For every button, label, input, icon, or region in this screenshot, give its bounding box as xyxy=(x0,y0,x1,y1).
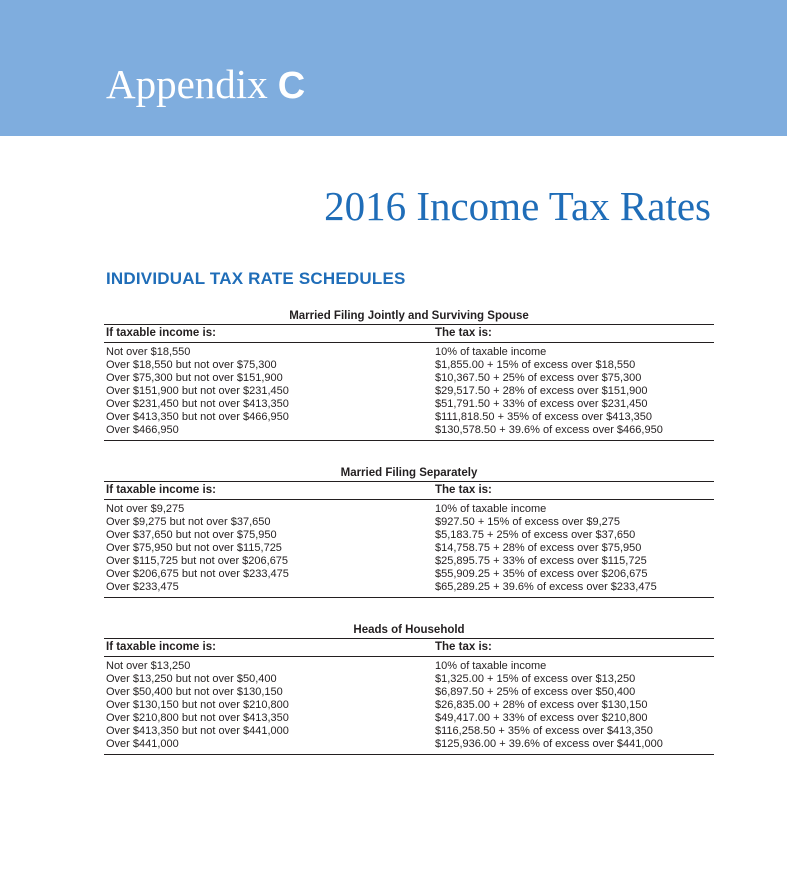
income-cell: Over $37,650 but not over $75,950 xyxy=(106,529,277,541)
tax-cell: 10% of taxable income xyxy=(435,346,547,358)
tax-cell: $1,855.00 + 15% of excess over $18,550 xyxy=(435,359,636,371)
table-row xyxy=(104,424,714,437)
table-row xyxy=(104,398,714,411)
col-header-income: If taxable income is: xyxy=(106,484,216,496)
income-cell: Over $18,550 but not over $75,300 xyxy=(106,359,277,371)
tax-cell: 10% of taxable income xyxy=(435,503,547,515)
tax-cell: $125,936.00 + 39.6% of excess over $441,000 xyxy=(435,738,663,750)
tax-cell: $14,758.75 + 28% of excess over $75,950 xyxy=(435,542,642,554)
income-cell: Not over $18,550 xyxy=(106,346,191,358)
table-row xyxy=(104,581,714,594)
income-cell: Over $231,450 but not over $413,350 xyxy=(106,398,289,410)
income-cell: Not over $13,250 xyxy=(106,660,191,672)
income-cell: Over $50,400 but not over $130,150 xyxy=(106,686,283,698)
tax-cell: $116,258.50 + 35% of excess over $413,350 xyxy=(435,725,653,737)
col-header-tax: The tax is: xyxy=(435,327,492,339)
schedule-title: Married Filing Separately xyxy=(340,467,478,479)
appendix-banner xyxy=(0,0,787,136)
tax-cell: $5,183.75 + 25% of excess over $37,650 xyxy=(435,529,636,541)
tax-cell: $927.50 + 15% of excess over $9,275 xyxy=(435,516,620,528)
table-row xyxy=(104,411,714,424)
income-cell: Over $413,350 but not over $441,000 xyxy=(106,725,289,737)
income-cell: Over $13,250 but not over $50,400 xyxy=(106,673,277,685)
tax-cell: $51,791.50 + 33% of excess over $231,450 xyxy=(435,398,648,410)
table-row xyxy=(104,542,714,555)
schedule-married-separately xyxy=(104,466,714,598)
table-row xyxy=(104,660,714,673)
tax-cell: $6,897.50 + 25% of excess over $50,400 xyxy=(435,686,636,698)
tax-cell: 10% of taxable income xyxy=(435,660,547,672)
income-cell: Over $75,300 but not over $151,900 xyxy=(106,372,283,384)
appendix-label: Appendix xyxy=(106,61,268,107)
column-headers xyxy=(104,325,714,343)
tax-cell: $26,835.00 + 28% of excess over $130,150 xyxy=(435,699,648,711)
income-cell: Over $441,000 xyxy=(106,738,179,750)
appendix-letter: C xyxy=(277,65,306,107)
income-cell: Not over $9,275 xyxy=(106,503,185,515)
income-cell: Over $151,900 but not over $231,450 xyxy=(106,385,289,397)
table-row xyxy=(104,568,714,581)
income-cell: Over $9,275 but not over $37,650 xyxy=(106,516,271,528)
appendix-title xyxy=(106,61,306,107)
col-header-income: If taxable income is: xyxy=(106,327,216,339)
income-cell: Over $115,725 but not over $206,675 xyxy=(106,555,289,567)
table-body xyxy=(104,503,714,598)
table-row xyxy=(104,686,714,699)
table-row xyxy=(104,346,714,359)
section-heading: INDIVIDUAL TAX RATE SCHEDULES xyxy=(106,269,406,288)
tax-cell: $65,289.25 + 39.6% of excess over $233,475 xyxy=(435,581,657,593)
table-row xyxy=(104,385,714,398)
table-body xyxy=(104,346,714,441)
income-cell: Over $210,800 but not over $413,350 xyxy=(106,712,289,724)
schedule-married-jointly xyxy=(104,309,714,441)
tax-cell: $10,367.50 + 25% of excess over $75,300 xyxy=(435,372,642,384)
income-cell: Over $413,350 but not over $466,950 xyxy=(106,411,289,423)
tax-cell: $130,578.50 + 39.6% of excess over $466,950 xyxy=(435,424,663,436)
table-row xyxy=(104,555,714,568)
income-cell: Over $75,950 but not over $115,725 xyxy=(106,542,282,554)
tax-cell: $111,818.50 + 35% of excess over $413,350 xyxy=(435,411,653,423)
column-headers xyxy=(104,482,714,500)
col-header-tax: The tax is: xyxy=(435,641,492,653)
schedule-title: Heads of Household xyxy=(353,624,465,636)
schedule-heads-of-household xyxy=(104,623,714,755)
tax-cell: $25,895.75 + 33% of excess over $115,725 xyxy=(435,555,647,567)
table-row xyxy=(104,503,714,516)
table-row xyxy=(104,673,714,686)
table-body xyxy=(104,660,714,755)
schedule-title: Married Filing Jointly and Surviving Spouse xyxy=(289,310,529,322)
column-headers xyxy=(104,639,714,657)
tax-cell: $55,909.25 + 35% of excess over $206,675 xyxy=(435,568,648,580)
table-row xyxy=(104,738,714,751)
table-row xyxy=(104,529,714,542)
income-cell: Over $466,950 xyxy=(106,424,179,436)
table-row xyxy=(104,359,714,372)
table-row xyxy=(104,712,714,725)
table-row xyxy=(104,725,714,738)
tax-cell: $49,417.00 + 33% of excess over $210,800 xyxy=(435,712,648,724)
tax-cell: $1,325.00 + 15% of excess over $13,250 xyxy=(435,673,636,685)
table-row xyxy=(104,516,714,529)
income-cell: Over $206,675 but not over $233,475 xyxy=(106,568,289,580)
income-cell: Over $233,475 xyxy=(106,581,179,593)
income-cell: Over $130,150 but not over $210,800 xyxy=(106,699,289,711)
table-row xyxy=(104,372,714,385)
tax-cell: $29,517.50 + 28% of excess over $151,900 xyxy=(435,385,648,397)
col-header-income: If taxable income is: xyxy=(106,641,216,653)
col-header-tax: The tax is: xyxy=(435,484,492,496)
page-title: 2016 Income Tax Rates xyxy=(324,183,711,229)
table-row xyxy=(104,699,714,712)
